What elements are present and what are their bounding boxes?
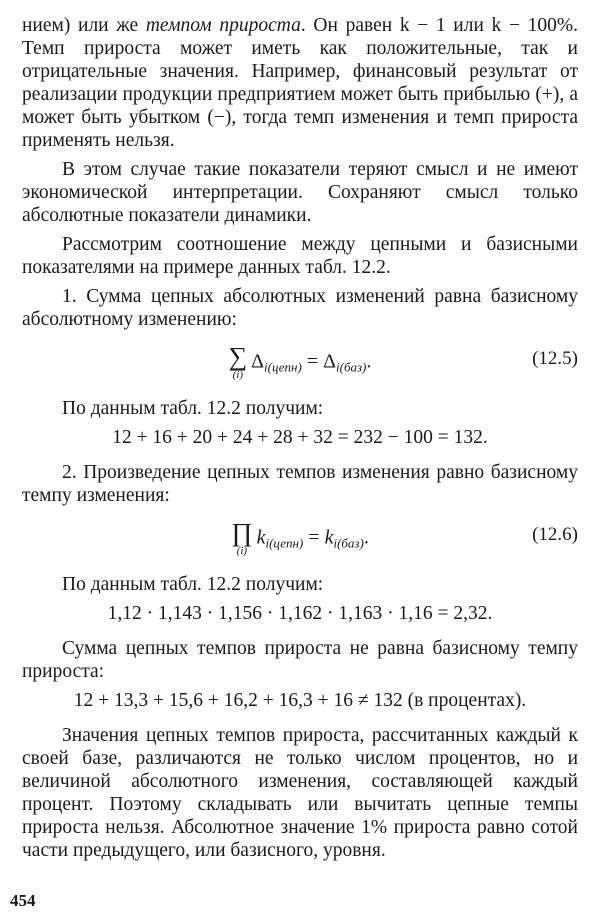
paragraph-by-data-2: По данным табл. 12.2 получим: bbox=[62, 574, 324, 595]
formula-12-6 bbox=[22, 517, 578, 565]
paragraph-rule-2: 2. Произведение цепных темпов изменения равно базисному темпу изменения: bbox=[22, 462, 578, 506]
chain-subscript: i(цепн) bbox=[264, 359, 302, 375]
product-symbol: ∏ bbox=[231, 518, 253, 547]
base-subscript: i(баз) bbox=[336, 359, 367, 375]
emphasized-term: темпом прироста bbox=[145, 15, 301, 36]
paragraph-text: нием) или же bbox=[22, 15, 146, 36]
page-number: 454 bbox=[10, 891, 36, 910]
product-index: (i) bbox=[236, 545, 248, 557]
sum-index: (i) bbox=[232, 369, 244, 381]
paragraph-sum-not-equal: Сумма цепных темпов прироста не равна базисному темпу прироста: bbox=[22, 638, 578, 682]
formula-number: (12.5) bbox=[532, 348, 578, 369]
chain-subscript: i(цепн) bbox=[265, 535, 304, 551]
delta-symbol: Δ bbox=[251, 350, 265, 373]
k-symbol: k bbox=[256, 526, 266, 549]
formula-period: . bbox=[363, 526, 369, 549]
paragraph-growth-rate bbox=[22, 14, 578, 152]
paragraph-relation: Рассмотрим соотношение между цепными и базисными показателями на примере данных табл. 12.2. bbox=[22, 234, 578, 278]
base-subscript: i(баз) bbox=[333, 535, 364, 551]
sum-operator bbox=[228, 342, 248, 381]
formula-expression bbox=[22, 342, 578, 381]
paragraph-rule-1: 1. Сумма цепных абсолютных изменений равна базисному абсолютному изменению: bbox=[22, 286, 578, 330]
sum-symbol: ∑ bbox=[228, 342, 248, 371]
paragraph-text: . Он равен k − 1 или k − 100%. Темп прироста может иметь как положительные, так и отрицательные значения. Например, финансовый результат от реализации продукции предприятием может быть прибылью (+), а может быть убытком (−), тогда темп изменения и темп прироста применять нельзя. bbox=[22, 15, 578, 151]
k-symbol: k bbox=[324, 526, 334, 549]
product-operator bbox=[231, 518, 253, 557]
delta-symbol: Δ bbox=[323, 350, 336, 373]
paragraph-by-data-1: По данным табл. 12.2 получим: bbox=[62, 398, 324, 419]
formula-12-5 bbox=[22, 341, 578, 389]
formula-period: . bbox=[366, 350, 372, 373]
equals-sign: = bbox=[303, 526, 325, 549]
paragraph-conclusion: Значения цепных темпов прироста, рассчитанных каждый к своей базе, различаются не только числом процентов, но и величиной абсолютного изменения, составляющей каждый процент. Поэтому складывать или вычитать цепные темпы прироста нельзя. Абсолютное значение 1% прироста равно сотой части предыдущего, или базисного, уровня. bbox=[22, 725, 578, 861]
formula-expression bbox=[22, 518, 578, 557]
calculation-sum: 12 + 16 + 20 + 24 + 28 + 32 = 232 − 100 = 132. bbox=[112, 427, 488, 448]
equals-sign: = bbox=[301, 350, 324, 373]
formula-number: (12.6) bbox=[532, 524, 578, 545]
page-body bbox=[22, 14, 578, 868]
paragraph-interpretation: В этом случае такие показатели теряют смысл и не имеют экономической интерпретации. Сохраняют смысл только абсолютные показатели динамики. bbox=[22, 159, 578, 226]
calculation-inequality: 12 + 13,3 + 15,6 + 16,2 + 16,3 + 16 ≠ 132 (в процентах). bbox=[73, 690, 527, 711]
calculation-product: 1,12 · 1,143 · 1,156 · 1,162 · 1,163 · 1,16 = 2,32. bbox=[107, 603, 493, 624]
